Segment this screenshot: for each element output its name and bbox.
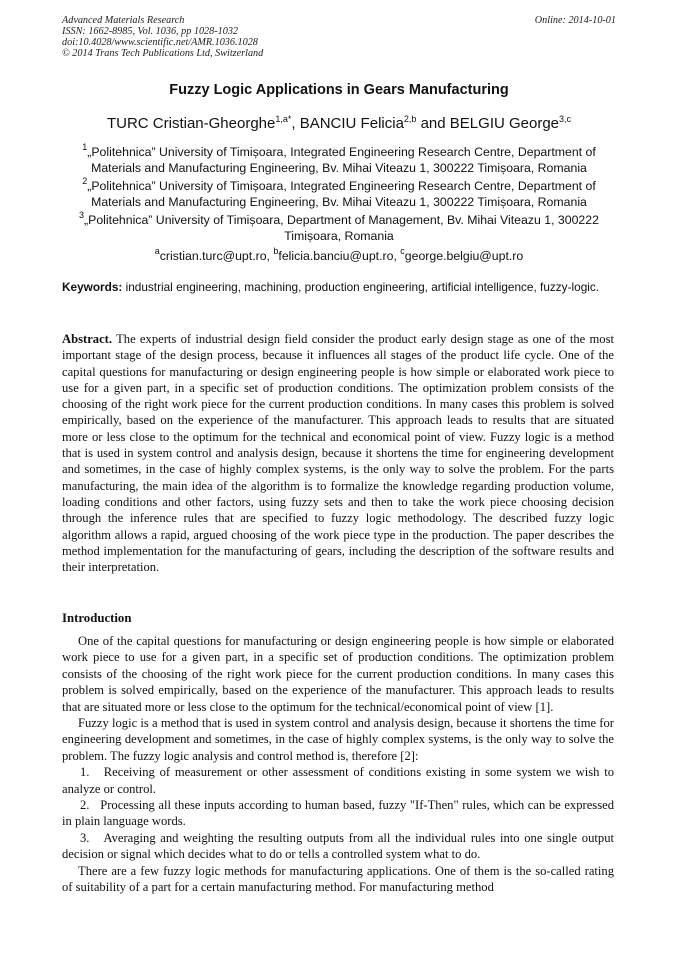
author-sep: , — [291, 115, 300, 132]
abstract — [62, 331, 614, 575]
affiliation-3 — [74, 207, 604, 244]
abstract-label: Abstract. — [62, 332, 113, 346]
author-sup: 3,c — [559, 114, 572, 124]
author-name: BELGIU George — [449, 115, 560, 132]
email-link[interactable]: george.belgiu@upt.ro — [404, 249, 524, 263]
affiliation-text: „Politehnica” University of Timișoara, Department of Management, Bv. Mihai Viteazu 1, 300222 Timișoara, Romania — [84, 213, 599, 243]
journal-header — [62, 15, 263, 59]
body-paragraph: Fuzzy logic is a method that is used in system control and analysis design, because it shortens the time for engineering development and sometimes, in the case of highly complex systems, is the only way to solve the problem. The fuzzy logic analysis and control method is, therefore [2]: — [62, 716, 614, 763]
email-link[interactable]: cristian.turc@upt.ro — [159, 249, 267, 263]
body-paragraph: One of the capital questions for manufacturing or design engineering people is how simple or elaborated work piece to use for a given part, in a specific set of production conditions. The optimization problem consists of the choosing of the right work piece for the current production conditions. In many cases this problem is solved empirically, based on the experience of the manufacturer. This approach leads to results that are situated more or less close to the optimum for the technical/economical point of view [1]. — [62, 634, 614, 714]
affiliation-2 — [74, 173, 604, 210]
email-list: $^a$cristian.turc@upt.ro, $^b$felicia.banciu@upt.ro, $^c$george.belgiu@upt.ro — [154, 246, 524, 263]
affiliation-num: 2 — [82, 176, 88, 186]
affiliation-1 — [74, 139, 604, 176]
introduction-body — [62, 633, 614, 896]
email-sup: c — [400, 246, 405, 256]
journal-issn: ISSN: 1662-8985, Vol. 1036, pp 1028-1032 — [62, 26, 239, 37]
affiliation-text: „Politehnica” University of Timișoara, Integrated Engineering Research Centre, Department of Materials and Manufacturing Engineering, Bv. Mihai Viteazu 1, 300222 Timișoara, Romania — [87, 145, 596, 175]
journal-doi[interactable]: doi:10.4028/www.scientific.net/AMR.1036.1028 — [62, 37, 258, 48]
author-sup: 2,b — [403, 114, 417, 124]
keywords-label: Keywords: — [62, 280, 123, 294]
journal-name: Advanced Materials Research — [62, 15, 185, 26]
affiliation-num: 1 — [82, 142, 88, 152]
author-sup: 1,a* — [275, 114, 292, 124]
affiliation-num: 3 — [79, 210, 85, 220]
abstract-text: The experts of industrial design field consider the product early design stage as one of the most important stage of the design process, because it influences all stages of the product life cycle. One of the capital questions for manufacturing or design engineering people is how simple or elaborated work piece to use for a given part, in a specific set of production conditions. The optimization problem consists of the choosing of the right work piece for the current production conditions. In many cases this problem is solved empirically, based on the experience of the manufacturer. This approach leads to results that are situated more or less close to the optimum for the technical and economical point of view. Fuzzy logic is a method that is used in system control and analysis design, because it shortens the time for engineering development and sometimes, in the case of highly complex systems, is the only way to solve the problem. For the parts manufacturing, the main idea of the algorithm is to formalize the knowledge regarding production volume, loading conditions and other factors, using fuzzy sets and then to take the work piece choosing decision through the inference rules that are specified to fuzzy logic methodology. The described fuzzy logic algorithm allows a rapid, argued choosing of the work piece type in the production. The paper describes the method implementation for the manufacturing of gears, including the description of the software results and their interpretation. — [62, 332, 614, 575]
section-heading-introduction: Introduction — [62, 611, 132, 625]
author-name: BANCIU Felicia — [299, 115, 404, 132]
journal-copyright: © 2014 Trans Tech Publications Ltd, Switzerland — [62, 48, 264, 59]
list-item: 3. Averaging and weighting the resulting outputs from all the individual rules into one single output decision or signal which decides what to do or tells a controlled system what to do. — [62, 830, 614, 862]
online-date: Online: 2014-10-01 — [534, 15, 616, 26]
author-list — [0, 114, 678, 132]
email-sup: a — [154, 246, 160, 256]
list-item: 2. Processing all these inputs according to human based, fuzzy "If-Then" rules, which can be expressed in plain language words. — [62, 798, 614, 829]
keywords — [62, 280, 614, 296]
affiliation-text: „Politehnica” University of Timișoara, Integrated Engineering Research Centre, Department of Materials and Manufacturing Engineering, Bv. Mihai Viteazu 1, 300222 Timișoara, Romania — [87, 179, 596, 209]
author-name: TURC Cristian-Gheorghe — [106, 115, 276, 132]
paper-title: Fuzzy Logic Applications in Gears Manufacturing — [169, 82, 509, 98]
email-link[interactable]: felicia.banciu@upt.ro — [278, 249, 394, 263]
keywords-text: industrial engineering, machining, production engineering, artificial intelligence, fuzzy-logic. — [125, 280, 600, 294]
body-paragraph: There are a few fuzzy logic methods for manufacturing applications. One of them is the so-called rating of suitability of a part for a certain manufacturing method. For manufacturing method — [62, 863, 614, 895]
list-item: 1. Receiving of measurement or other assessment of conditions existing in some system we wish to analyze or control. — [62, 765, 614, 796]
author-sep: and — [416, 115, 450, 132]
email-sup: b — [273, 246, 279, 256]
